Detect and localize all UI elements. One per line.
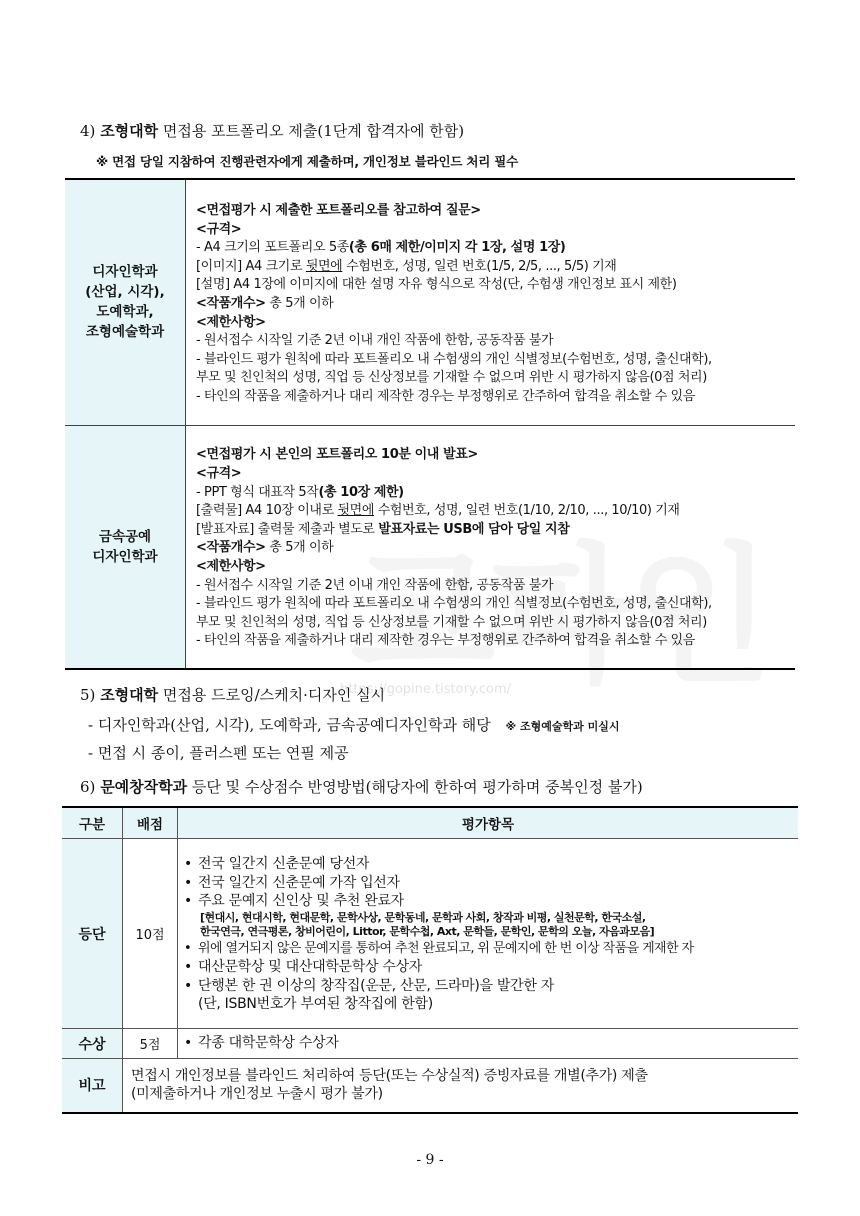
section5-item1-note: ※ 조형예술학과 미실시 — [505, 720, 620, 733]
section6-heading: 6) 문예창작학과 등단 및 수상점수 반영방법(해당자에 한하여 평가하며 중복인정 불가) — [80, 778, 643, 796]
list-item: • 단행본 한 권 이상의 창작집(운문, 산문, 드라마)을 발간한 자 — [184, 977, 554, 994]
section4-title: 면접용 포트폴리오 제출(1단계 합격자에 한함) — [158, 122, 465, 140]
magazine-list: 한국연극, 연극평론, 창비어린이, Littor, 문학수첩, Axt, 문학들, 문학인, 문학의 오늘, 자음과모음] — [200, 925, 655, 939]
award-items — [178, 1029, 799, 1059]
list-item: • 주요 문예지 신인상 및 추천 완료자 — [184, 893, 404, 910]
score-table — [62, 806, 798, 1114]
section5-item2: - 면접 시 종이, 플러스펜 또는 연필 제공 — [88, 744, 349, 762]
dept-cell: 금속공예 디자인학과 — [65, 425, 186, 669]
header-category: 구분 — [62, 807, 123, 839]
list-item: • 각종 대학문학상 수상자 — [184, 1035, 339, 1052]
row-remark — [62, 1059, 798, 1113]
list-item: • 전국 일간지 신춘문예 가작 입선자 — [184, 874, 400, 891]
dept-cell: 디자인학과 (산업, 시각), 도예학과, 조형예술학과 — [65, 179, 186, 425]
section4-heading — [80, 120, 464, 142]
requirements-cell: <면접평가 시 본인의 포트폴리오 10분 이내 발표> <규격> - PPT 형식 대표작 5작(총 10장 제한) [출력물] A4 10장 이내로 뒷면에 수험번호, 성명, 일련 번호(1/10, 2/10, ..., 10/10) 기재 [발표자료] 출력물 제출과 별도로 발표자료는 USB에 담아 당일 지참 <작품개수> 총 5개 이하 <제한사항> - 원서접수 시작일 기준 2년 이내 개인 작품에 한함, 공동작품 불가 - 블라인드 평가 원칙에 따라 포트폴리오 내 수험생의 개인 식별정보(수험번호, 성명, 출신대학), 부모 및 친인척의 성명, 직업 등 신상정보를 기재할 수 없으며 위반 시 평가하지 않음(0점 처리) - 타인의 작품을 제출하거나 대리 제작한 경우는 부정행위로 간주하여 합격을 취소할 수 있음 — [186, 425, 796, 669]
score-table-header — [62, 807, 798, 839]
header-items: 평가항목 — [178, 807, 799, 839]
award-label: 수상 — [62, 1029, 123, 1059]
header-points: 배점 — [123, 807, 178, 839]
remark-label: 비고 — [62, 1059, 123, 1113]
page-number: - 9 - — [416, 1152, 444, 1168]
debut-items — [178, 839, 799, 1029]
magazine-list: [현대시, 현대시학, 현대문학, 문학사상, 문학동네, 문학과 사회, 창작과 비평, 실천문학, 한국소설, — [200, 910, 646, 924]
section4-number: 4) — [80, 122, 96, 140]
section4-college: 조형대학 — [100, 122, 159, 140]
debut-points: 10점 — [123, 839, 178, 1029]
row-debut — [62, 839, 798, 1029]
list-item-note: (단, ISBN번호가 부여된 창작집에 한함) — [198, 996, 433, 1013]
section4-note: ※ 면접 당일 지참하여 진행관련자에게 제출하며, 개인정보 블라인드 처리 필수 — [96, 154, 518, 169]
portfolio-row-metal — [65, 425, 795, 669]
list-item: • 전국 일간지 신춘문예 당선자 — [184, 856, 370, 873]
row-award — [62, 1029, 798, 1059]
remark-text: 면접시 개인정보를 블라인드 처리하여 등단(또는 수상실적) 증빙자료를 개별(추가) 제출 (미제출하거나 개인정보 누출시 평가 불가) — [123, 1059, 799, 1113]
portfolio-table — [65, 178, 795, 670]
award-points: 5점 — [123, 1029, 178, 1059]
portfolio-row-design — [65, 179, 795, 425]
section5-heading: 5) 조형대학 면접용 드로잉/스케치·디자인 실시 — [80, 686, 386, 704]
watermark-url: https://gopine.tistory.com/ — [340, 682, 512, 697]
section5-item1: - 디자인학과(산업, 시각), 도예학과, 금속공예디자인학과 해당 ※ 조형예술학과 미실시 — [88, 716, 620, 734]
debut-label: 등단 — [62, 839, 123, 1029]
requirements-cell: <면접평가 시 제출한 포트폴리오를 참고하여 질문> <규격> - A4 크기의 포트폴리오 5종(총 6매 제한/이미지 각 1장, 설명 1장) [이미지] A4 크기로 뒷면에 수험번호, 성명, 일련 번호(1/5, 2/5, ..., 5/5) 기재 [설명] A4 1장에 이미지에 대한 설명 자유 형식으로 작성(단, 수험생 개인정보 표시 제한) <작품개수> 총 5개 이하 <제한사항> - 원서접수 시작일 기준 2년 이내 개인 작품에 한함, 공동작품 불가 - 블라인드 평가 원칙에 따라 포트폴리오 내 수험생의 개인 식별정보(수험번호, 성명, 출신대학), 부모 및 친인척의 성명, 직업 등 신상정보를 기재할 수 없으며 위반 시 평가하지 않음(0점 처리) - 타인의 작품을 제출하거나 대리 제작한 경우는 부정행위로 간주하여 합격을 취소할 수 있음 — [196, 202, 712, 404]
list-item: • 대산문학상 및 대산대학문학상 수상자 — [184, 959, 423, 976]
list-item: • 위에 열거되지 않은 문예지를 통하여 추천 완료되고, 위 문예지에 한 번 이상 작품을 게재한 자 — [184, 940, 694, 956]
